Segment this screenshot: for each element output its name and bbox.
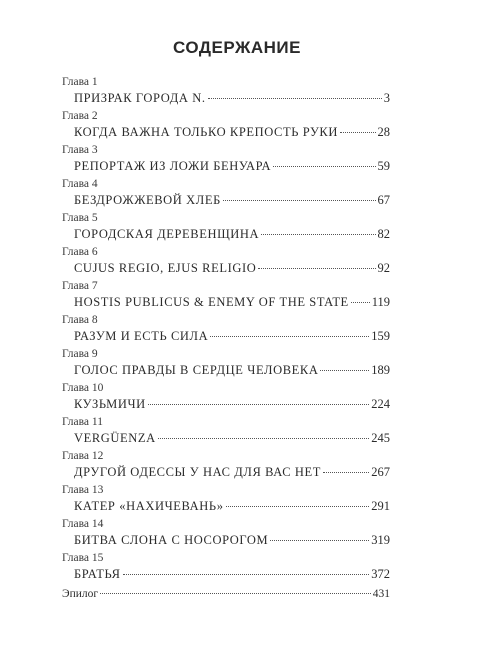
toc-line: [62, 585, 390, 604]
chapter-number: Глава 9: [62, 348, 98, 360]
page-number: 119: [371, 295, 390, 309]
toc-line: [62, 361, 390, 380]
chapter-title: VERGÜENZA: [74, 431, 156, 445]
toc-line: [62, 565, 390, 584]
page-number: 372: [371, 567, 390, 581]
dot-leader: [123, 574, 370, 575]
toc-entry: [62, 109, 390, 142]
toc-line: [62, 89, 390, 108]
toc-line: [62, 225, 390, 244]
toc-entry: [62, 483, 390, 516]
page-number: 291: [371, 499, 390, 513]
chapter-number: Глава 1: [62, 76, 98, 88]
toc-line: [62, 191, 390, 210]
chapter-number: Глава 13: [62, 484, 104, 496]
toc-entry: [62, 381, 390, 414]
toc-entry: [62, 177, 390, 210]
chapter-title: РЕПОРТАЖ ИЗ ЛОЖИ БЕНУАРА: [74, 159, 272, 173]
page-number: 82: [377, 227, 390, 241]
toc-line: [62, 429, 390, 448]
chapter-number: Глава 4: [62, 178, 98, 190]
dot-leader: [340, 132, 376, 133]
toc-entry: [62, 143, 390, 176]
page-number: 189: [371, 363, 390, 377]
chapter-title: ДРУГОЙ ОДЕССЫ У НАС ДЛЯ ВАС НЕТ: [74, 465, 322, 479]
page-number: 267: [371, 465, 390, 479]
dot-leader: [351, 302, 370, 303]
toc-entry: [62, 415, 390, 448]
chapter-title: ГОЛОС ПРАВДЫ В СЕРДЦЕ ЧЕЛОВЕКА: [74, 363, 319, 377]
dot-leader: [323, 472, 369, 473]
chapter-number: Глава 12: [62, 450, 104, 462]
chapter-number: Глава 5: [62, 212, 98, 224]
page-number: 319: [371, 533, 390, 547]
chapter-title: HOSTIS PUBLICUS & ENEMY OF THE STATE: [74, 295, 349, 309]
page-number: 431: [372, 588, 390, 600]
toc-entry: [62, 245, 390, 278]
chapter-title: CUJUS REGIO, EJUS RELIGIO: [74, 261, 257, 275]
page-number: 92: [377, 261, 390, 275]
chapter-number: Глава 2: [62, 110, 98, 122]
chapter-number: Глава 7: [62, 280, 98, 292]
chapter-number: Глава 3: [62, 144, 98, 156]
chapter-title: ПРИЗРАК ГОРОДА N.: [74, 91, 206, 105]
dot-leader: [223, 200, 376, 201]
chapter-title: БРАТЬЯ: [74, 567, 121, 581]
toc-entry: [62, 211, 390, 244]
toc-entry: [62, 313, 390, 346]
page-number: 245: [371, 431, 390, 445]
toc-entry: [62, 279, 390, 312]
page-number: 59: [377, 159, 390, 173]
dot-leader: [320, 370, 369, 371]
chapter-number: Глава 6: [62, 246, 98, 258]
chapter-title: БЕЗДРОЖЖЕВОЙ ХЛЕБ: [74, 193, 221, 207]
dot-leader: [148, 404, 369, 405]
dot-leader: [261, 234, 375, 235]
toc-line: [62, 123, 390, 142]
dot-leader: [226, 506, 370, 507]
toc-line: [62, 463, 390, 482]
chapter-title: ГОРОДСКАЯ ДЕРЕВЕНЩИНА: [74, 227, 260, 241]
dot-leader: [273, 166, 375, 167]
dot-leader: [158, 438, 369, 439]
chapter-number: Глава 15: [62, 552, 104, 564]
chapter-number: Глава 8: [62, 314, 98, 326]
chapter-number: Глава 11: [62, 416, 103, 428]
page-number: 28: [377, 125, 390, 139]
toc-line: [62, 531, 390, 550]
chapter-title: КОГДА ВАЖНА ТОЛЬКО КРЕПОСТЬ РУКИ: [74, 125, 338, 139]
chapter-title: БИТВА СЛОНА С НОСОРОГОМ: [74, 533, 269, 547]
page-number: 159: [371, 329, 390, 343]
toc-line: [62, 395, 390, 414]
toc-line: [62, 497, 390, 516]
chapter-title: КУЗЬМИЧИ: [74, 397, 146, 411]
dot-leader: [210, 336, 369, 337]
toc-line: [62, 327, 390, 346]
dot-leader: [270, 540, 369, 541]
toc-entry: [62, 449, 390, 482]
dot-leader: [208, 98, 382, 99]
page-number: 224: [371, 397, 390, 411]
toc-entry: [62, 517, 390, 550]
toc-entry: [62, 75, 390, 108]
page-number: 67: [377, 193, 390, 207]
toc-entry: [62, 551, 390, 584]
page-title: СОДЕРЖАНИЕ: [173, 38, 301, 57]
dot-leader: [258, 268, 375, 269]
toc-line: [62, 293, 390, 312]
toc-line: [62, 259, 390, 278]
epilogue-title: Эпилог: [62, 588, 99, 600]
chapter-number: Глава 14: [62, 518, 104, 530]
chapter-title: КАТЕР «НАХИЧЕВАНЬ»: [74, 499, 224, 513]
toc-entry: [62, 347, 390, 380]
table-of-contents: [62, 75, 390, 604]
dot-leader: [100, 593, 371, 594]
toc-epilogue: [62, 585, 390, 604]
toc-line: [62, 157, 390, 176]
chapter-title: РАЗУМ И ЕСТЬ СИЛА: [74, 329, 209, 343]
chapter-number: Глава 10: [62, 382, 104, 394]
page-number: 3: [383, 91, 390, 105]
